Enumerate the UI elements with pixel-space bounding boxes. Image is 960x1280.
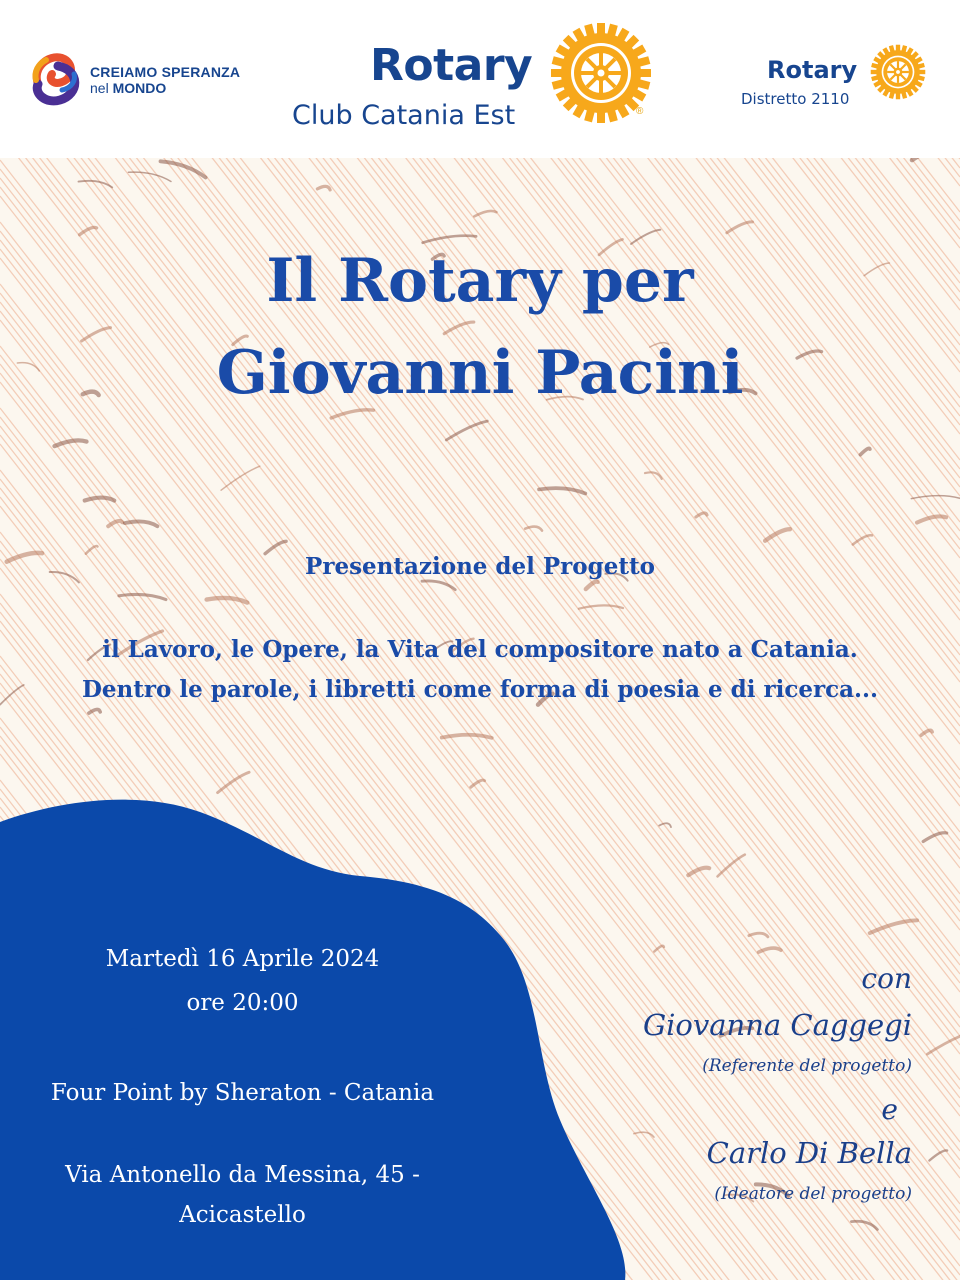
event-address-line-2: Acicastello [179,1202,306,1228]
speaker-name-1: Giovanna Caggegi [642,1008,912,1042]
club-rotary-wordmark: Rotary [370,40,533,91]
district-rotary-wordmark: Rotary [767,56,858,84]
event-date: Martedì 16 Aprile 2024 [105,946,380,972]
district-name: Distretto 2110 [741,90,850,108]
registered-mark: ® [636,106,644,117]
speaker-name-2: Carlo Di Bella [706,1136,912,1170]
event-venue: Four Point by Sheraton - Catania [50,1080,435,1106]
subtitle: Presentazione del Progetto [305,553,655,580]
description-line-2: Dentro le parole, i libretti come forma di poesia e di ricerca... [81,676,879,703]
club-name: Club Catania Est [292,100,516,131]
speakers-intro: con [861,962,912,995]
campaign-line-1: CREIAMO SPERANZA [90,64,241,80]
event-time: ore 20:00 [186,990,299,1016]
event-address-line-1: Via Antonello da Messina, 45 - [65,1162,420,1188]
speaker-role-1: (Referente del progetto) [702,1056,912,1076]
speaker-role-2: (Ideatore del progetto) [714,1184,912,1204]
page-title-line-1: Il Rotary per [266,246,694,316]
page-title-line-2: Giovanni Pacini [216,338,744,408]
speakers-joiner: e [881,1093,898,1126]
description-line-1: il Lavoro, le Opere, la Vita del compositore nato a Catania. [102,636,858,663]
campaign-line-2b: MONDO [112,80,167,96]
campaign-line-2a: nel [90,80,109,96]
